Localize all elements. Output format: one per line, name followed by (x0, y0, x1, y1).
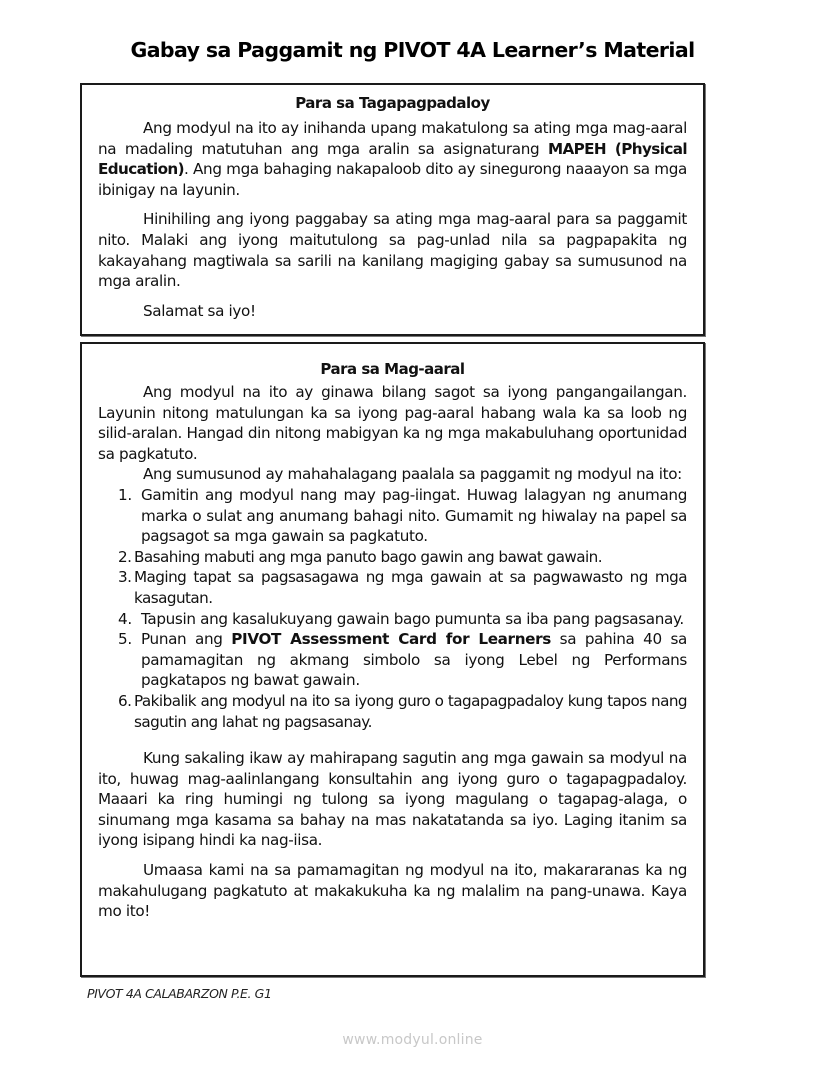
list-number: 1. (118, 485, 132, 504)
list-item (118, 691, 687, 732)
list-number: 3. (118, 568, 132, 587)
learner-guide-box (80, 342, 705, 977)
teacher-paragraph-1-text: Ang modyul na ito ay inihanda upang makatulong sa ating mga mag-aaral na madaling matutuhan ang mga aralin sa asignaturang (98, 119, 687, 158)
page-title: Gabay sa Paggamit ng PIVOT 4A Learner’s Material (130, 38, 695, 62)
list-number: 2. (118, 547, 132, 566)
learner-section-heading: Para sa Mag-aaral (320, 360, 465, 378)
list-text: Pakibalik ang modyul na ito sa iyong guro o tagapagpadaloy kung tapos nang sagutin ang lahat ng pagsasanay. (134, 691, 687, 731)
learner-paragraph-2: Ang sumusunod ay mahahalagang paalala sa paggamit ng modyul na ito: (143, 465, 682, 484)
list-text: Maging tapat sa pagsasagawa ng mga gawain at sa pagwawasto ng mga kasagutan. (134, 568, 687, 607)
teacher-paragraph-2: Hinihiling ang iyong paggabay sa ating mga mag-aaral para sa paggamit nito. Malaki ang iyong maitutulong sa pag-unlad nila sa pagpapakita ng kakayahang magtiwala sa sarili na kanilang magiging gabay sa sumusunod na mga aralin. (98, 210, 687, 291)
list-item (118, 609, 687, 630)
list-text-tail: sa pahina 40 sa pamamagitan ng akmang simbolo sa iyong Lebel ng Performans pagkatapos ng bawat gawain. (141, 630, 687, 690)
teacher-closing: Salamat sa iyo! (143, 301, 256, 320)
list-text: Punan ang (141, 630, 232, 649)
learner-paragraph-4: Umaasa kami na sa pamamagitan ng modyul na ito, makararanas ka ng makahulugang pagkatuto at makakukuha ka ng malalim na pang-unawa. Kaya mo ito! (98, 861, 687, 921)
teacher-paragraph-1 (98, 118, 687, 200)
list-item (118, 485, 687, 547)
subject-name: MAPEH (Physical Education) (98, 139, 687, 179)
list-number: 5. (118, 630, 132, 649)
list-text: Tapusin ang kasalukuyang gawain bago pumunta sa iba pang pagsasanay. (141, 609, 684, 628)
list-number: 4. (118, 609, 132, 628)
list-text: Gamitin ang modyul nang may pag-iingat. Huwag lalagyan ng anumang marka o sulat ang anumang bahagi nito. Gumamit ng hiwalay na papel sa pagsagot sa mga gawain sa pagkatuto. (141, 485, 687, 546)
page-footer: PIVOT 4A CALABARZON P.E. G1 (87, 986, 272, 1001)
assessment-card-name: PIVOT Assessment Card for Learners (231, 630, 551, 649)
teacher-guide-box (80, 83, 705, 336)
list-text: Basahing mabuti ang mga panuto bago gawin ang bawat gawain. (134, 547, 603, 566)
teacher-section-heading: Para sa Tagapagpadaloy (295, 94, 490, 112)
learner-paragraph-1: Ang modyul na ito ay ginawa bilang sagot sa iyong pangangailangan. Layunin nitong matulungan ka sa iyong pag-aaral habang wala ka sa loob ng silid-aralan. Hangad din nitong mabigyan ka ng mga makabuluhang oportunidad sa pagkatuto. (98, 383, 687, 463)
list-item (118, 547, 687, 568)
reminders-list (118, 485, 687, 732)
list-item (118, 567, 687, 608)
list-item (118, 629, 687, 691)
learner-paragraph-3: Kung sakaling ikaw ay mahirapang sagutin ang mga gawain sa modyul na ito, huwag mag-aalinlangang konsultahin ang iyong guro o tagapagpadaloy. Maaari ka ring humingi ng tulong sa iyong magulang o tagapag-alaga, o sinumang mga kasama sa bahay na mas nakatatanda sa iyo. Laging itanim sa iyong isipang hindi ka nag-iisa. (98, 749, 687, 850)
list-number: 6. (118, 691, 132, 710)
watermark: www.modyul.online (342, 1032, 483, 1048)
teacher-paragraph-1-tail: . Ang mga bahaging nakapaloob dito ay sinegurong naaayon sa mga ibinigay na layunin. (98, 160, 687, 199)
